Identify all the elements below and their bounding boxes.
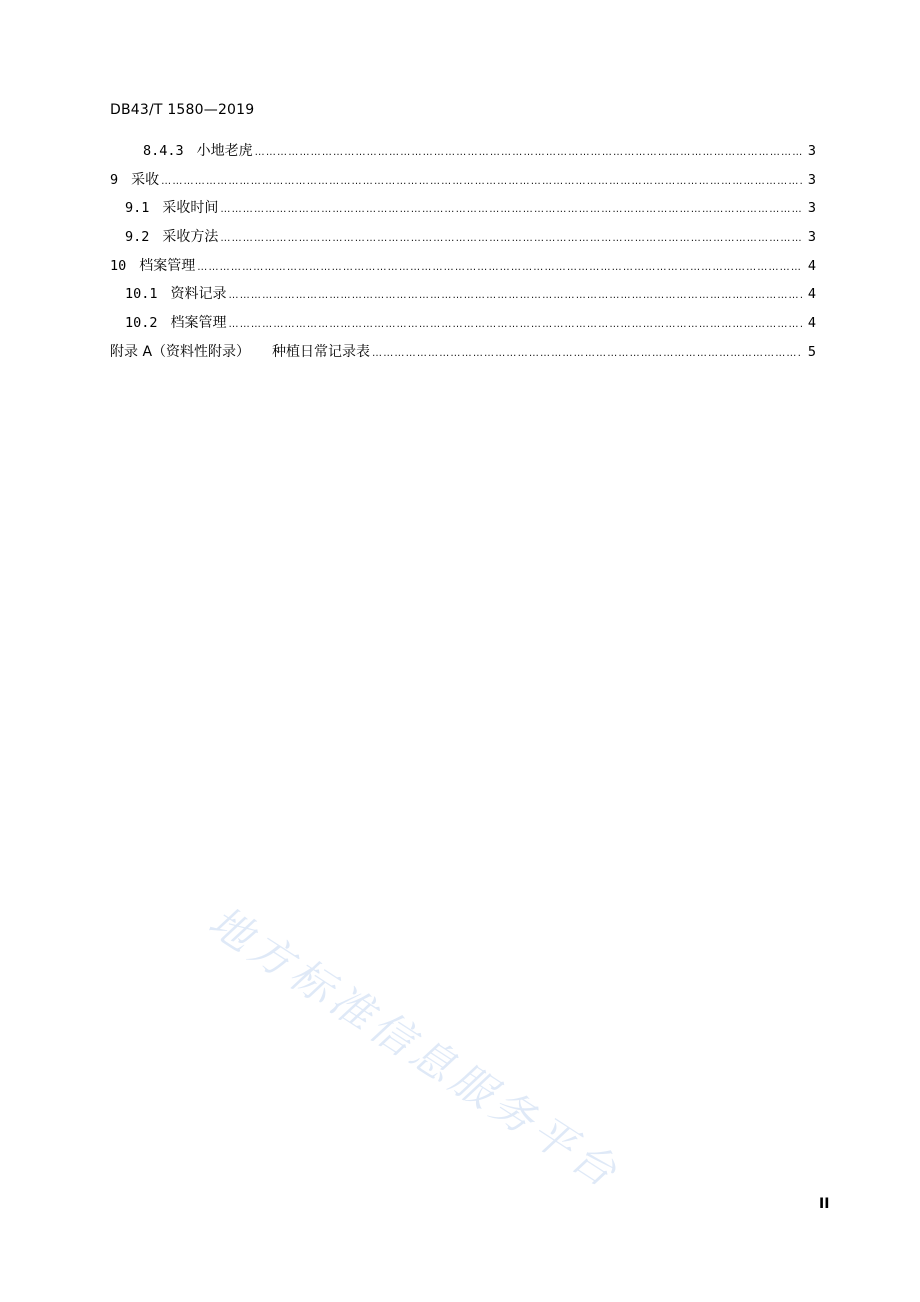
toc-entry-title: 档案管理 [170,315,227,332]
toc-dot-leader [229,285,802,307]
toc-entry[interactable] [110,283,816,312]
toc-dot-leader [255,142,802,164]
page-number: II [819,1196,830,1212]
toc-entry-number: 10.1 [125,286,158,303]
toc-entry-page: 4 [807,257,816,274]
toc-entry-number: 8.4.3 [143,143,184,159]
toc-entry-appendix[interactable] [110,341,816,370]
toc-dot-leader [197,257,802,279]
toc-entry-page: 3 [807,200,816,217]
toc-entry-page: 3 [807,171,816,188]
toc-entry-title: 采收 [131,171,160,188]
toc-entry-page: 3 [807,143,816,159]
toc-entry-page: 4 [807,286,816,303]
toc-dot-leader [161,171,802,193]
toc-entry[interactable] [110,312,816,341]
toc-entry[interactable] [110,197,816,226]
toc-dot-leader [229,314,802,336]
toc-entry-title: 小地老虎 [196,143,253,159]
toc-entry[interactable] [110,226,816,255]
toc-entry-title: 种植日常记录表 [272,343,371,360]
toc-dot-leader [220,228,801,250]
toc-dot-leader [372,343,802,365]
toc-entry-number: 附录 A（资料性附录） [110,343,251,360]
toc-entry-page: 4 [807,315,816,332]
toc-entry-title: 采收方法 [162,229,219,246]
document-code: DB43/T 1580—2019 [110,102,255,118]
toc-entry-page: 5 [807,343,816,360]
toc-entry[interactable] [110,169,816,198]
toc-entry-number: 9 [110,171,119,188]
toc-entry-page: 3 [807,229,816,246]
toc-dot-leader [220,199,801,221]
toc-entry-number: 10.2 [125,315,158,332]
toc-entry[interactable] [110,140,816,169]
watermark-text: 地方标准信息服务平台 [200,896,630,1200]
toc-entry-number: 9.1 [125,200,150,217]
toc-entry-number: 10 [110,257,127,274]
toc-entry[interactable] [110,255,816,284]
toc-entry-number: 9.2 [125,229,150,246]
toc-entry-title: 采收时间 [162,200,219,217]
toc-entry-title: 档案管理 [139,257,196,274]
table-of-contents [110,140,816,370]
toc-entry-title: 资料记录 [170,286,227,303]
